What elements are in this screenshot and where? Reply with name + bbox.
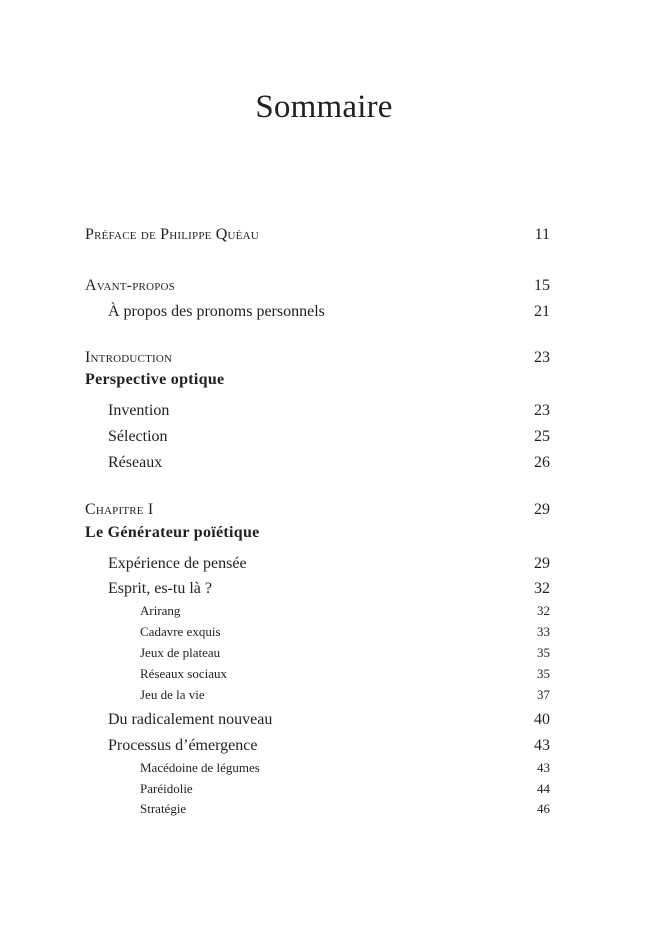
toc-entry bbox=[85, 428, 550, 446]
toc-entry-label: Stratégie bbox=[140, 801, 187, 816]
toc-entry-page: 46 bbox=[537, 801, 550, 816]
toc-entry-page: 33 bbox=[537, 624, 550, 639]
toc-entry bbox=[85, 501, 550, 519]
toc-entry-page: 29 bbox=[534, 501, 550, 518]
toc-entry bbox=[85, 645, 550, 661]
toc-section-title bbox=[85, 371, 550, 389]
toc-entry-label: Expérience de pensée bbox=[108, 555, 247, 572]
toc-entry bbox=[85, 711, 550, 729]
toc-section-title bbox=[85, 524, 550, 542]
toc-entry bbox=[85, 737, 550, 755]
toc-entry-label: Chapitre I bbox=[85, 501, 154, 518]
toc-entry bbox=[85, 580, 550, 598]
toc-entry-page: 43 bbox=[534, 737, 550, 754]
toc-entry-label: Arirang bbox=[140, 603, 181, 618]
toc-entry-label: Réseaux bbox=[108, 454, 163, 471]
toc-entry-label: Esprit, es-tu là ? bbox=[108, 580, 212, 597]
toc-entry bbox=[85, 454, 550, 472]
toc-entry-page: 15 bbox=[534, 277, 550, 294]
toc-entry-page: 40 bbox=[534, 711, 550, 728]
toc-entry-label: Paréidolie bbox=[140, 781, 193, 796]
toc-entry-page: 29 bbox=[534, 555, 550, 572]
page-title: Sommaire bbox=[255, 89, 393, 125]
toc-entry bbox=[85, 760, 550, 776]
toc-entry bbox=[85, 603, 550, 619]
toc-entry-label: Du radicalement nouveau bbox=[108, 711, 273, 728]
toc-entry-label: Perspective optique bbox=[85, 371, 225, 388]
toc-entry-label: Réseaux sociaux bbox=[140, 666, 228, 681]
toc-entry-page: 11 bbox=[534, 226, 550, 243]
toc-entry-label: Cadavre exquis bbox=[140, 624, 221, 639]
toc-entry bbox=[85, 624, 550, 640]
toc-entry bbox=[85, 801, 550, 817]
toc-entry-label: Invention bbox=[108, 402, 170, 419]
toc-entry-page: 37 bbox=[537, 687, 550, 702]
toc-entry-label: Introduction bbox=[85, 349, 173, 366]
toc-entry-page: 32 bbox=[534, 580, 550, 597]
toc-entry bbox=[85, 226, 550, 244]
toc-entry bbox=[85, 277, 550, 295]
toc-entry bbox=[85, 687, 550, 703]
toc-entry-label: Processus d’émergence bbox=[108, 737, 258, 754]
toc-entry-page: 43 bbox=[537, 760, 550, 775]
toc-entry-page: 26 bbox=[534, 454, 550, 471]
toc-entry bbox=[85, 781, 550, 797]
toc-entry-label: À propos des pronoms personnels bbox=[108, 303, 325, 320]
toc-entry-page: 44 bbox=[537, 781, 550, 796]
toc-entry-label: Macédoine de légumes bbox=[140, 760, 260, 775]
toc-entry bbox=[85, 666, 550, 682]
toc-entry-page: 35 bbox=[537, 645, 550, 660]
toc-entry-label: Le Générateur poïétique bbox=[85, 524, 260, 541]
toc-entry-page: 23 bbox=[534, 402, 550, 419]
toc-entry-page: 21 bbox=[534, 303, 550, 320]
toc-entry-label: Avant-propos bbox=[85, 277, 175, 294]
toc-entry-label: Jeux de plateau bbox=[140, 645, 221, 660]
toc-entry bbox=[85, 349, 550, 367]
toc-entry bbox=[85, 303, 550, 321]
toc-entry-page: 23 bbox=[534, 349, 550, 366]
toc-entry-label: Sélection bbox=[108, 428, 168, 445]
toc-entry-label: Préface de Philippe Quéau bbox=[85, 226, 259, 243]
toc-entry bbox=[85, 555, 550, 573]
toc-entry-page: 25 bbox=[534, 428, 550, 445]
toc-entry-page: 35 bbox=[537, 666, 550, 681]
toc-entry-label: Jeu de la vie bbox=[140, 687, 205, 702]
toc-entry-page: 32 bbox=[537, 603, 550, 618]
toc-entry bbox=[85, 402, 550, 420]
